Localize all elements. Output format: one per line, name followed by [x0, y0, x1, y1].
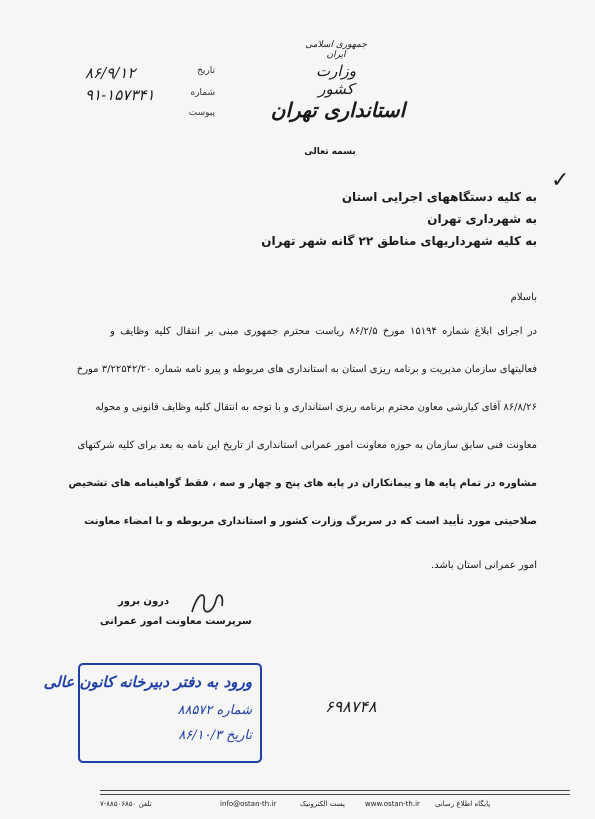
date-row [85, 64, 215, 82]
footer-email: info@ostan-th.ir [220, 800, 277, 808]
recipient-1: به کلیه دستگاههای اجرایی استان [341, 190, 537, 204]
footer-rule-top [100, 790, 570, 791]
recipient-2: به شهرداری تهران [427, 212, 537, 226]
signature-line-1: درون برور [118, 596, 170, 607]
body-line-7: امور عمرانی استان باشد. [430, 560, 537, 571]
footer [100, 800, 570, 814]
ministry-title: وزارت کشور [315, 62, 357, 98]
body-line-1: در اجرای ابلاغ شماره ۱۵۱۹۴ مورخ ۸۶/۲/۵ ریاست محترم جمهوری مبنی بر انتقال کلیه وظایف و [110, 326, 538, 337]
signature-scribble-icon [188, 586, 228, 620]
stamp-number: شماره ۸۸۵۷۲ [177, 703, 252, 718]
number-value: ۹۱-۱۵۷۳۴۱ [85, 86, 155, 104]
body-line-5: مشاوره در تمام پایه ها و پیمانکاران در پایه های پنج و چهار و سه ، فقط گواهینامه های تشخیص [68, 478, 537, 489]
number-label: شماره [190, 88, 215, 98]
gov-line: جمهوری اسلامی ایران [305, 40, 367, 60]
besm-text: بسمه تعالی [304, 147, 356, 157]
date-value: ۸۶/۹/۱۲ [85, 64, 136, 82]
number-row [85, 86, 215, 104]
stamp-date: تاریخ ۸۶/۱۰/۳ [178, 728, 252, 743]
attachment-row [85, 106, 215, 124]
date-label: تاریخ [197, 66, 215, 76]
province-title: استانداری تهران [270, 98, 406, 122]
footer-portal: پایگاه اطلاع رسانی [435, 800, 491, 808]
checkmark-icon: ✓ [551, 168, 570, 193]
body-line-3: ۸۶/۸/۲۶ آقای کیارشی معاون محترم برنامه ریزی استانداری و با توجه به انتقال کلیه وظایف قانونی و محوله [95, 402, 537, 413]
greeting: باسلام [510, 292, 537, 303]
handwritten-number: ۶۹۸۷۴۸ [325, 697, 377, 716]
attachment-label: پیوست [188, 108, 215, 118]
body-line-4: معاونت فنی سابق سازمان به حوزه معاونت امور عمرانی استانداری از تاریخ این نامه به بعد برای کلیه شرکتهای [77, 440, 537, 451]
stamp-title: ورود به دفتر دبیرخانه کانون عالی [43, 673, 252, 691]
received-stamp [43, 663, 262, 763]
footer-phone: تلفن ۸۸۵۰۶۸۵۰-۷ [100, 800, 152, 808]
footer-website: www.ostan-th.ir [365, 800, 420, 808]
recipient-3: به کلیه شهرداریهای مناطق ۲۲ گانه شهر تهران [261, 234, 537, 248]
signature-line-2: سرپرست معاونت امور عمرانی [100, 616, 252, 627]
footer-rule-bottom [100, 794, 570, 795]
footer-email-label: پست الکترونیک [300, 800, 345, 808]
body-line-2: فعالیتهای سازمان مدیریت و برنامه ریزی استان به استانداری های مربوطه و پیرو نامه شماره ۳/۲۲۵۴۲/۲۰ مورخ [76, 364, 537, 375]
body-line-6: صلاحیتی مورد تأیید است که در سربرگ وزارت کشور و استانداری مربوطه و با امضاء معاونت [84, 516, 537, 527]
